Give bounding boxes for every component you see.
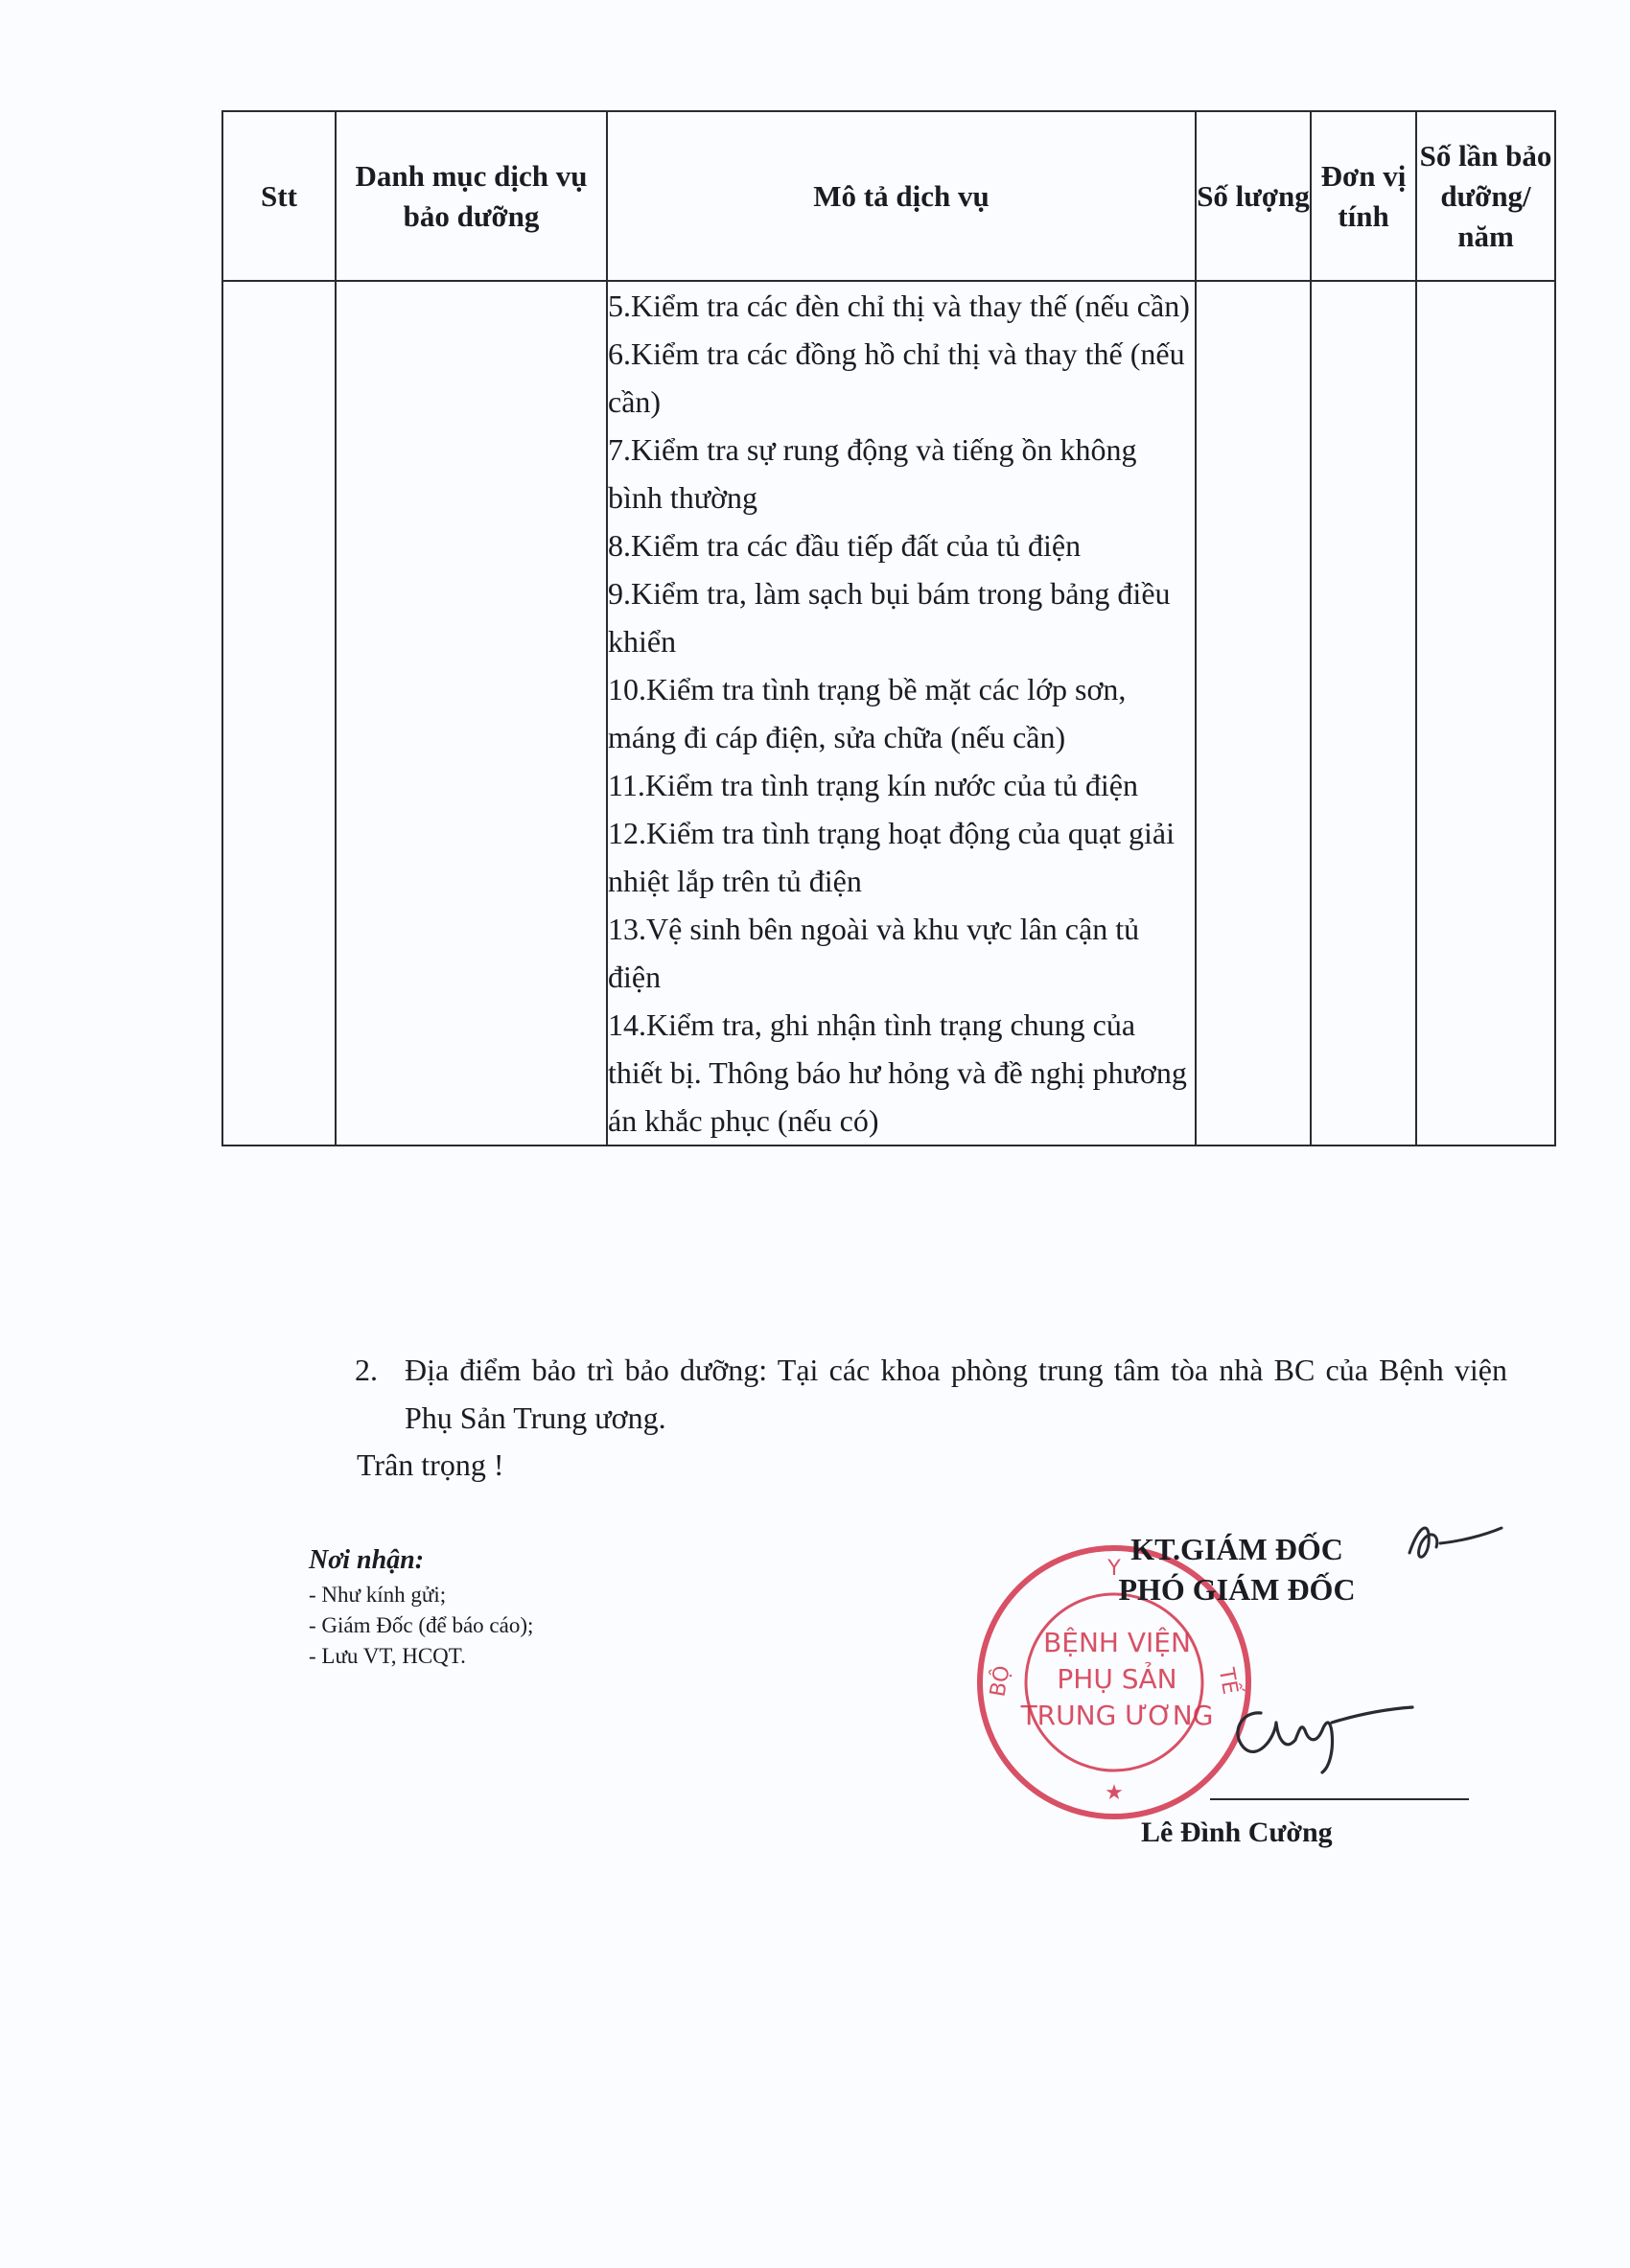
list-item: 6.Kiểm tra các đồng hồ chỉ thị và thay thế (nếu cần) (608, 336, 1185, 419)
list-item: 9.Kiểm tra, làm sạch bụi bám trong bảng điều khiển (608, 576, 1171, 659)
list-item: 14.Kiểm tra, ghi nhận tình trạng chung của thiết bị. Thông báo hư hỏng và đề nghị phương án khắc phục (nếu có) (608, 1007, 1187, 1138)
table-row (222, 281, 1555, 1146)
stamp-text-line: PHỤ SẢN (1057, 1663, 1177, 1695)
cell-stt (222, 281, 336, 1146)
list-item: 7.Kiểm tra sự rung động và tiếng ồn không bình thường (608, 432, 1137, 515)
recipient-item: - Như kính gửi; (309, 1583, 447, 1607)
service-table (221, 110, 1556, 1146)
recipients-block (309, 1545, 533, 1672)
header-quantity: Số lượng (1196, 111, 1311, 281)
cell-unit (1311, 281, 1416, 1146)
header-category: Danh mục dịch vụ bảo dưỡng (336, 111, 607, 281)
list-item: 5.Kiểm tra các đèn chỉ thị và thay thế (nếu cần) (608, 289, 1190, 323)
section-number: 2. (355, 1353, 378, 1387)
table-header-row (222, 111, 1555, 281)
recipient-item: - Lưu VT, HCQT. (309, 1644, 466, 1668)
cell-description (607, 281, 1196, 1146)
stamp-ring-letter: BỘ (986, 1663, 1015, 1700)
list-item: 10.Kiểm tra tình trạng bề mặt các lớp sơn, máng đi cáp điện, sửa chữa (nếu cần) (608, 672, 1127, 754)
signature-title-line1: KT.GIÁM ĐỐC (1130, 1532, 1343, 1566)
list-item: 8.Kiểm tra các đầu tiếp đất của tủ điện (608, 528, 1082, 563)
header-unit: Đơn vị tính (1311, 111, 1416, 281)
stamp-ring-letter: TẾ (1213, 1666, 1243, 1697)
recipient-item: - Giám Đốc (để báo cáo); (309, 1613, 534, 1637)
signature-title-line2: PHÓ GIÁM ĐỐC (1118, 1572, 1356, 1607)
cell-category (336, 281, 607, 1146)
handwritten-signature (1222, 1673, 1414, 1778)
header-times-per-year: Số lần bảo dưỡng/ năm (1416, 111, 1555, 281)
initials-mark (1402, 1515, 1507, 1572)
list-item: 12.Kiểm tra tình trạng hoạt động của quạt giải nhiệt lắp trên tủ điện (608, 816, 1175, 898)
section-text: Địa điểm bảo trì bảo dưỡng: Tại các khoa phòng trung tâm tòa nhà BC của Bệnh viện Phụ Sản Trung ương. (405, 1353, 1507, 1435)
stamp-text-line: TRUNG ƯƠNG (1020, 1700, 1214, 1731)
signature-line (1210, 1798, 1469, 1800)
signer-name: Lê Đình Cường (1141, 1817, 1333, 1848)
header-description: Mô tả dịch vụ (607, 111, 1196, 281)
list-item: 13.Vệ sinh bên ngoài và khu vực lân cận tủ điện (608, 912, 1140, 994)
list-item: 11.Kiểm tra tình trạng kín nước của tủ điện (608, 768, 1138, 802)
signature-block (1074, 1529, 1400, 1609)
cell-quantity (1196, 281, 1311, 1146)
stamp-ring-letter: Y (1107, 1557, 1121, 1581)
svg-text:★: ★ (1105, 1781, 1124, 1805)
stamp-text-line: BỆNH VIỆN (1043, 1627, 1191, 1658)
recipients-title: Nơi nhận: (309, 1545, 425, 1575)
header-stt: Stt (222, 111, 336, 281)
closing-text: Trân trọng ! (357, 1447, 504, 1482)
cell-times-per-year (1416, 281, 1555, 1146)
